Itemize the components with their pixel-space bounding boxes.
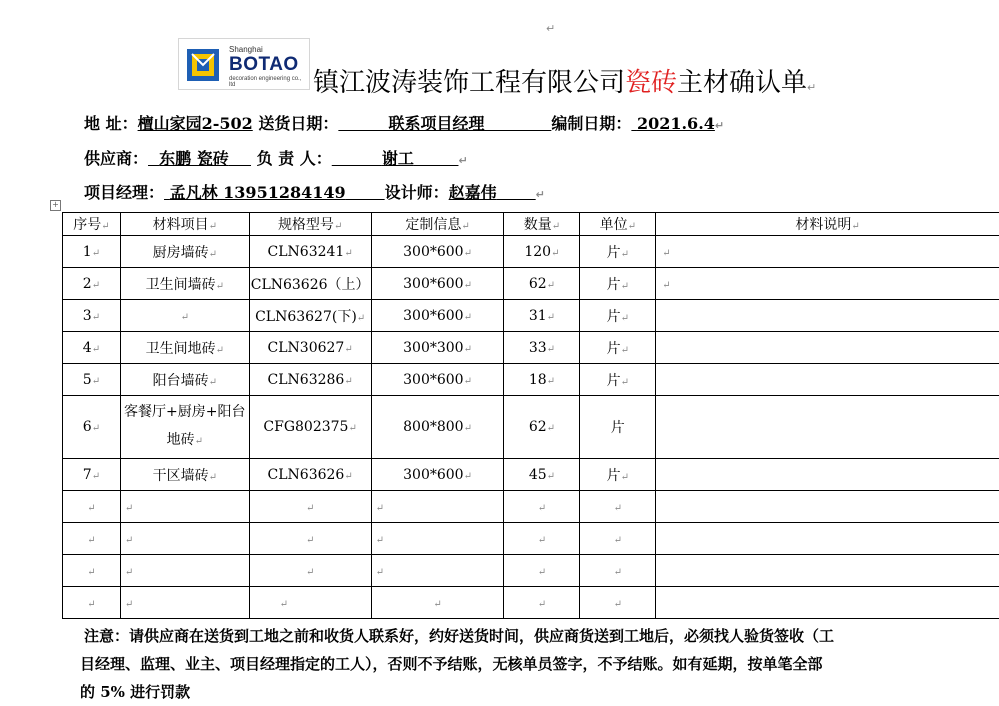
cell-index: 6↵: [63, 396, 121, 459]
cell-empty: ↵: [504, 555, 580, 587]
cell-empty: ↵: [580, 523, 656, 555]
designer-value: 赵嘉伟: [449, 183, 536, 202]
cell-custom: 300*600↵: [371, 364, 504, 396]
notice-line-2: 目经理、监理、业主、项目经理指定的工人），否则不予结账，无核单员签字，不予结账。如有延期，按单笔全部: [80, 650, 999, 678]
cell-empty: [656, 587, 999, 619]
title-company: 镇江波涛装饰工程有限公司: [313, 68, 625, 98]
cell-custom: 300*300↵: [371, 332, 504, 364]
cell-empty: ↵: [63, 555, 121, 587]
cell-model: CLN63286↵: [249, 364, 371, 396]
logo-brand-text: BOTAO: [229, 54, 299, 76]
cell-desc: ↵: [656, 268, 999, 300]
cell-empty: ↵: [580, 491, 656, 523]
header-cell: 定制信息↵: [371, 213, 504, 236]
cell-item: 客餐厅+厨房+阳台地砖↵: [120, 396, 249, 459]
person-value: 谢工: [332, 149, 459, 168]
cell-empty: ↵: [371, 587, 504, 619]
person-label: 负 责 人：: [257, 149, 332, 168]
cell-empty: ↵: [371, 555, 504, 587]
cell-empty: ↵: [580, 555, 656, 587]
table-row: [63, 236, 999, 268]
cell-model: CLN63626（上）: [249, 268, 371, 300]
document-title: [313, 62, 816, 99]
cell-unit: 片↵: [580, 459, 656, 491]
cell-qty: 31↵: [504, 300, 580, 332]
logo-city-text: Shanghai: [229, 45, 263, 54]
cell-index: 7↵: [63, 459, 121, 491]
compile-label: 编制日期：: [551, 114, 631, 133]
company-logo: [178, 38, 310, 90]
cell-custom: 800*800↵: [371, 396, 504, 459]
cell-index: 4↵: [63, 332, 121, 364]
cell-index: 2↵: [63, 268, 121, 300]
pm-label: 项目经理：: [84, 183, 164, 202]
cell-desc: [656, 364, 999, 396]
header-cell: 材料说明↵: [656, 213, 999, 236]
paragraph-mark: ↵: [536, 188, 545, 201]
cell-item: 干区墙砖↵: [120, 459, 249, 491]
info-row-manager: [84, 180, 545, 203]
table-header-row: [63, 213, 999, 236]
cell-empty: ↵: [63, 491, 121, 523]
logo-sub-text: decoration engineering co., ltd: [229, 76, 309, 88]
cell-empty: ↵: [120, 523, 249, 555]
cell-custom: 300*600↵: [371, 268, 504, 300]
cell-model: CLN63627(下)↵: [249, 300, 371, 332]
header-cell: 材料项目↵: [120, 213, 249, 236]
cell-desc: [656, 300, 999, 332]
cell-index: 3↵: [63, 300, 121, 332]
cell-qty: 120↵: [504, 236, 580, 268]
table-row: [63, 364, 999, 396]
cell-empty: ↵: [504, 491, 580, 523]
cell-empty: ↵: [249, 587, 371, 619]
cell-unit: 片↵: [580, 364, 656, 396]
cell-item: 阳台墙砖↵: [120, 364, 249, 396]
cell-item: 卫生间墙砖↵: [120, 268, 249, 300]
cell-item: 卫生间地砖↵: [120, 332, 249, 364]
compile-value: 2021.6.4: [631, 114, 715, 133]
cell-unit: 片: [580, 396, 656, 459]
cell-item: ↵: [120, 300, 249, 332]
cell-model: CLN63626↵: [249, 459, 371, 491]
table-row: [63, 268, 999, 300]
cell-index: 1↵: [63, 236, 121, 268]
table-row: [63, 332, 999, 364]
materials-table: [62, 212, 999, 619]
table-move-handle-icon[interactable]: +: [50, 200, 61, 211]
info-row-supplier: [84, 146, 468, 169]
cell-unit: 片↵: [580, 300, 656, 332]
cell-unit: 片↵: [580, 268, 656, 300]
header-cell: 数量↵: [504, 213, 580, 236]
cell-empty: ↵: [371, 491, 504, 523]
cell-empty: ↵: [249, 491, 371, 523]
cell-desc: [656, 396, 999, 459]
cell-desc: [656, 459, 999, 491]
cell-model: CLN63241↵: [249, 236, 371, 268]
table-row-empty: [63, 523, 999, 555]
cell-qty: 18↵: [504, 364, 580, 396]
paragraph-mark: ↵: [807, 81, 816, 94]
paragraph-mark: ↵: [546, 22, 555, 35]
supplier-value: 东鹏 瓷砖: [148, 149, 251, 168]
designer-label: 设计师：: [385, 183, 449, 202]
cell-custom: 300*600↵: [371, 236, 504, 268]
paragraph-mark: ↵: [715, 119, 724, 132]
notice-line-3: 的 5% 进行罚款: [80, 678, 999, 706]
cell-desc: ↵: [656, 236, 999, 268]
cell-empty: ↵: [249, 555, 371, 587]
title-suffix: 主材确认单: [677, 68, 807, 98]
cell-empty: ↵: [63, 523, 121, 555]
notice-line-1: 注意：请供应商在送货到工地之前和收货人联系好，约好送货时间，供应商货送到工地后，必须找人验货签收（工: [84, 622, 999, 650]
cell-qty: 45↵: [504, 459, 580, 491]
notice-paragraph: [84, 622, 999, 706]
cell-model: CLN30627↵: [249, 332, 371, 364]
cell-custom: 300*600↵: [371, 459, 504, 491]
delivery-label: 送货日期：: [258, 114, 338, 133]
info-row-address: [84, 111, 724, 134]
cell-empty: ↵: [249, 523, 371, 555]
table-row-empty: [63, 555, 999, 587]
cell-empty: ↵: [580, 587, 656, 619]
cell-item: 厨房墙砖↵: [120, 236, 249, 268]
cell-empty: [656, 555, 999, 587]
table-row: [63, 396, 999, 459]
header-cell: 单位↵: [580, 213, 656, 236]
cell-qty: 62↵: [504, 268, 580, 300]
cell-unit: 片↵: [580, 332, 656, 364]
cell-model: CFG802375↵: [249, 396, 371, 459]
cell-index: 5↵: [63, 364, 121, 396]
logo-mark-icon: [187, 49, 219, 81]
cell-empty: ↵: [120, 491, 249, 523]
cell-empty: ↵: [63, 587, 121, 619]
cell-unit: 片↵: [580, 236, 656, 268]
supplier-label: 供应商：: [84, 149, 148, 168]
cell-empty: ↵: [120, 587, 249, 619]
address-label: 地 址：: [84, 114, 138, 133]
paragraph-mark: ↵: [458, 154, 467, 167]
title-highlight: 瓷砖: [625, 68, 677, 98]
table-row-empty: [63, 491, 999, 523]
cell-empty: ↵: [371, 523, 504, 555]
table-row: [63, 459, 999, 491]
cell-empty: ↵: [120, 555, 249, 587]
cell-empty: ↵: [504, 587, 580, 619]
delivery-value: 联系项目经理: [338, 114, 551, 133]
header-cell: 规格型号↵: [249, 213, 371, 236]
header-cell: 序号↵: [63, 213, 121, 236]
cell-custom: 300*600↵: [371, 300, 504, 332]
cell-empty: ↵: [504, 523, 580, 555]
address-value: 檀山家园2-502: [138, 114, 253, 133]
cell-qty: 62↵: [504, 396, 580, 459]
table-row: [63, 300, 999, 332]
cell-qty: 33↵: [504, 332, 580, 364]
cell-desc: [656, 332, 999, 364]
pm-value: 孟凡林 13951284149: [164, 183, 385, 202]
cell-empty: [656, 523, 999, 555]
table-row-empty: [63, 587, 999, 619]
cell-empty: [656, 491, 999, 523]
